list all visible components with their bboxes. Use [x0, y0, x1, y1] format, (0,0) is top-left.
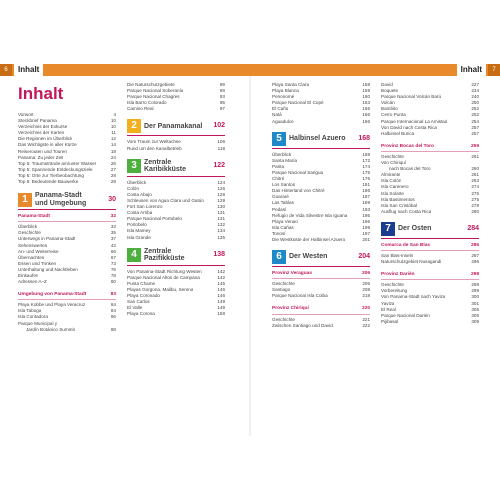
toc-entry-page: 234	[471, 88, 479, 94]
toc-entry-page: 160	[362, 94, 370, 100]
toc-title: Inhalt	[18, 84, 64, 103]
spacer	[272, 125, 370, 128]
toc-chapter-heading[interactable]	[18, 192, 116, 210]
left-running-title: Inhalt	[14, 64, 43, 76]
toc-entry-page: 299	[471, 288, 479, 294]
toc-entry-title: Parque Nacional Isla Coiba	[272, 293, 328, 299]
chapter-number-badge: 2	[127, 119, 141, 133]
toc-entry-page: 169	[362, 151, 370, 157]
toc-entry-page: 106	[217, 139, 225, 145]
toc-entry-page: 172	[362, 157, 370, 163]
toc-entry-page: 252	[471, 112, 479, 118]
toc-entry-page: 221	[362, 316, 370, 322]
toc-entry-page: 29	[110, 179, 116, 185]
toc-chapter-heading[interactable]	[272, 250, 370, 267]
toc-entry-title: Vorbereitung	[381, 288, 408, 294]
toc-entry-page: 309	[471, 318, 479, 324]
toc-entry-title: Guararé	[272, 194, 289, 200]
section-title: Provinz Chiriquí	[272, 306, 309, 312]
toc-entry-page: 10	[110, 124, 116, 130]
toc-entry-page: 187	[362, 194, 370, 200]
toc-entry-page: 275	[471, 190, 479, 196]
toc-entry-title: Isla Mamey	[127, 228, 151, 234]
toc-entry-page: 73	[110, 260, 116, 266]
toc-entry-title: Aguadulce	[272, 118, 294, 124]
toc-entry-title: David	[381, 82, 393, 87]
toc-chapter-heading[interactable]	[127, 119, 225, 136]
toc-entry-title: Santiago	[272, 287, 291, 293]
chapter-number-badge: 7	[381, 222, 395, 236]
toc-entry-title: Isla Solarte	[381, 190, 404, 196]
section-title: Comarca de San Blas	[381, 242, 431, 248]
toc-entry-title: Chitré	[272, 176, 285, 182]
book-spread	[0, 64, 500, 436]
toc-entry-page: 124	[217, 179, 225, 185]
toc-entry-page: 24	[110, 154, 116, 160]
toc-entry-title: Isla Contadora	[18, 314, 48, 320]
toc-entry-page: 76	[110, 266, 116, 272]
toc-entry-title: Parque Nacional El Copé	[272, 100, 324, 106]
toc-entry-title: Fort San Lorenzo	[127, 204, 163, 210]
toc-entry-page: 206	[362, 281, 370, 287]
toc-entry-page: 165	[362, 106, 370, 112]
toc-entry-title: Die Regionen im Überblick	[18, 136, 73, 142]
toc-entry-page: 18	[110, 148, 116, 154]
spacer	[272, 299, 370, 302]
toc-entry-page: 287	[471, 252, 479, 258]
chapter-page: 168	[358, 134, 370, 142]
toc-entry-page: 37	[110, 236, 116, 242]
toc-entry-title: Geschichte	[18, 230, 41, 236]
toc-entry-title: Einkaufen	[18, 272, 39, 278]
toc-entry-title: Parque Nacional Sarigua	[272, 169, 324, 175]
toc-entry-page: 296	[471, 259, 479, 265]
toc-entry-page: 222	[362, 322, 370, 328]
toc-entry-page: 263	[471, 178, 479, 184]
chapter-number-badge: 5	[272, 132, 286, 146]
toc-column-2	[127, 82, 225, 317]
chapter-title: Halbinsel Azuero	[289, 134, 346, 142]
toc-entry-page: 80	[110, 279, 116, 285]
toc-entry-page: 66	[110, 248, 116, 254]
toc-entry-page: 208	[362, 287, 370, 293]
spacer	[381, 265, 479, 268]
toc-entry-page: 95	[219, 100, 225, 106]
toc-entry-title: Costa Arriba	[127, 210, 153, 216]
toc-entry[interactable]	[127, 311, 225, 317]
toc-entry-title: Unterhaltung und Nachtleben	[18, 266, 78, 272]
chapter-title: Der Panamakanal	[144, 122, 203, 130]
toc-entry-page: 261	[471, 172, 479, 178]
toc-entry-page: 305	[471, 306, 479, 312]
toc-entry-title: El Caño	[272, 106, 289, 112]
toc-column-4	[381, 82, 479, 325]
toc-chapter-heading[interactable]	[127, 248, 225, 266]
left-header-bar	[0, 64, 250, 76]
toc-entry-page: 174	[362, 163, 370, 169]
toc-entry-page: 149	[217, 299, 225, 305]
toc-entry-title: Vom Traum zur Weltachse	[127, 139, 181, 145]
toc-entry-page: 12	[110, 136, 116, 142]
toc-entry-page: 201	[362, 236, 370, 242]
chapter-title: Zentrale Karibikküste	[144, 158, 187, 174]
toc-entry-title: Isla Cañas	[272, 224, 294, 230]
toc-entry-title: Geschichte	[381, 282, 404, 288]
toc-entry-page: 145	[217, 280, 225, 286]
toc-entry-page: 195	[362, 212, 370, 218]
section-title: Provinz Darién	[381, 272, 415, 278]
toc-entry-page: 26	[110, 160, 116, 166]
toc-entry-title: Die Westküste der Halbinsel Azuero	[272, 236, 346, 242]
toc-entry-page: 131	[217, 210, 225, 216]
toc-entry[interactable]	[18, 327, 116, 333]
toc-entry-title: Geschichte	[272, 281, 295, 287]
toc-entry-title: Playa Corona	[127, 311, 155, 317]
toc-entry-page: 67	[110, 254, 116, 260]
toc-entry-title: An- und Weiterreise	[18, 248, 59, 254]
toc-entry-page: 142	[217, 268, 225, 274]
toc-entry-title: Von Chiriquí	[381, 160, 407, 166]
toc-entry-page: 129	[217, 197, 225, 203]
spacer	[127, 241, 225, 244]
toc-entry-title: Panama: Zu jeder Zeit	[18, 154, 64, 160]
toc-entry-title: Playas Gorgona, Malibu, Serena	[127, 286, 194, 292]
toc-entry-title: Isla Carenero	[381, 184, 409, 190]
toc-entry-title: Isla Barro Colorado	[127, 100, 167, 106]
right-running-title: Inhalt	[457, 64, 486, 76]
spacer	[381, 215, 479, 218]
toc-entry-page: 176	[362, 176, 370, 182]
toc-entry-page: 250	[471, 100, 479, 106]
section-title: Provinz Bocas del Toro	[381, 143, 434, 149]
toc-entry-title: Von Panama-Stadt Richtung Westen	[127, 268, 202, 274]
toc-entry-title: Punta Chame	[127, 280, 156, 286]
toc-entry-title: Playa Santa Clara	[272, 82, 310, 87]
toc-entry-page: 301	[471, 300, 479, 306]
toc-entry-title: Natá	[272, 112, 282, 118]
toc-entry-title: El Valle	[127, 305, 143, 311]
toc-entry-title: Von Panama-Stadt nach Yaviza	[381, 294, 446, 300]
toc-entry-page: 84	[110, 308, 116, 314]
spacer	[381, 137, 479, 140]
toc-entry-page: 93	[219, 94, 225, 100]
toc-entry-title: Bambito	[381, 106, 398, 112]
toc-entry-title: Las Tablas	[272, 200, 294, 206]
spacer	[18, 185, 116, 188]
toc-entry-title: Sehenswertes	[18, 242, 48, 248]
toc-entry-page: 163	[362, 100, 370, 106]
toc-entry-title: Das Wichtigste in aller Kürze	[18, 142, 77, 148]
toc-entry-page: 97	[219, 106, 225, 112]
toc-entry-page: 261	[471, 153, 479, 159]
toc-entry-page: 42	[110, 242, 116, 248]
toc-entry-title: Halbinsel Burica	[381, 130, 415, 136]
chapter-title: Zentrale Pazifikküste	[144, 247, 185, 263]
toc-entry-page: 257	[471, 130, 479, 136]
toc-entry-title: Rund um den Kanalbetrieb	[127, 145, 182, 151]
toc-entry-title: Playa Coronado	[127, 292, 160, 298]
toc-section-heading[interactable]	[381, 243, 479, 251]
toc-entry-title: Isla Grande	[127, 234, 151, 240]
chapter-page: 204	[358, 253, 370, 261]
section-title: Provinz Veraguas	[272, 271, 312, 277]
toc-entry-title: Costa Abajo	[127, 191, 152, 197]
toc-section-heading[interactable]	[381, 272, 479, 280]
toc-section-heading[interactable]	[272, 271, 370, 279]
toc-entry-title: Volcán	[381, 100, 395, 106]
right-page-number: 7	[488, 64, 500, 76]
toc-entry-page: 132	[217, 222, 225, 228]
toc-entry-page: 89	[219, 82, 225, 87]
toc-entry-title: Die Naturschutzgebiete	[127, 82, 175, 87]
toc-entry-title: Portobelo	[127, 222, 147, 228]
toc-entry-title: Boquete	[381, 88, 399, 94]
chapter-number-badge: 6	[272, 250, 286, 264]
toc-entry-title: Cerro Punta	[381, 112, 406, 118]
toc-entry-title: Top 5: Spannende Entdeckungsziele	[18, 166, 93, 172]
toc-entry-page: 159	[362, 88, 370, 94]
toc-entry-title: Das Hinterland von Chitré	[272, 188, 325, 194]
section-page: 83	[110, 292, 116, 298]
toc-entry-page: 186	[362, 188, 370, 194]
toc-entry-title: Verzeichnis der Exkurse	[18, 124, 68, 130]
chapter-number-badge: 4	[127, 248, 141, 262]
toc-entry-title: Pedasí	[272, 206, 287, 212]
toc-entry-page: 252	[471, 106, 479, 112]
chapter-page: 284	[467, 224, 479, 232]
toc-entry-title: Essen und Trinken	[18, 260, 57, 266]
toc-entry-page: 275	[471, 196, 479, 202]
toc-entry-page: 196	[362, 218, 370, 224]
toc-entry-title: Jardín Botánico Summit	[26, 326, 75, 332]
toc-entry-page: 11	[111, 130, 116, 136]
toc-entry-page: 88	[110, 326, 116, 332]
toc-entry-page: 280	[471, 208, 479, 214]
toc-entry-title: Adressen A–Z	[18, 279, 47, 285]
toc-section-heading[interactable]	[381, 144, 479, 152]
section-title: Umgebung von Panama-Stadt	[18, 292, 87, 298]
toc-entry-title: Isla Colón	[381, 178, 402, 184]
toc-entry-page: 27	[110, 166, 116, 172]
toc-entry-title: Parque Nacional Soberanía	[127, 88, 184, 94]
toc-entry-page: 10	[110, 118, 116, 124]
toc-entry-page: 158	[217, 311, 225, 317]
toc-entry-title: Colón	[127, 185, 140, 191]
chapter-number-badge: 3	[127, 159, 141, 173]
toc-section-heading[interactable]	[18, 214, 116, 222]
toc-entry-page: 84	[110, 302, 116, 308]
toc-entry-title: Top 5: Bedeutende Bauwerke	[18, 179, 79, 185]
toc-entry-title: Camino Real	[127, 106, 154, 112]
toc-entry-title: Steckbrief Panama	[18, 118, 57, 124]
toc-entry-title: Parque Internacional La Amistad	[381, 118, 448, 124]
toc-entry-title: Parque Nacional Volcán Barú	[381, 94, 442, 100]
toc-entry-page: 254	[471, 118, 479, 124]
toc-entry-page: 142	[217, 274, 225, 280]
right-header-bar	[250, 64, 500, 76]
toc-entry-title: Playa Kobbe und Playa Veracruz	[18, 302, 86, 308]
page-gutter	[249, 76, 251, 436]
toc-entry-title: Parque Municipal y	[18, 320, 58, 326]
section-page: 32	[110, 214, 116, 220]
toc-section-heading[interactable]	[18, 292, 116, 300]
toc-entry[interactable]	[381, 319, 479, 325]
chapter-title: Der Osten	[398, 225, 432, 233]
toc-entry-title: Überblick	[127, 179, 147, 185]
toc-entry-page: 129	[217, 191, 225, 197]
toc-entry-page: 257	[471, 124, 479, 130]
toc-entry-page: 126	[217, 185, 225, 191]
spacer	[127, 152, 225, 155]
toc-entry-title: Parque Nacional Chagres	[127, 94, 180, 100]
toc-entry-title: Almirante	[381, 172, 401, 178]
toc-entry-page: 298	[471, 282, 479, 288]
toc-entry-title: Geschichte	[381, 153, 404, 159]
toc-entry-page: 28	[110, 172, 116, 178]
chapter-page: 102	[213, 122, 225, 130]
left-page-number: 6	[0, 64, 12, 76]
toc-entry-page: 278	[471, 202, 479, 208]
toc-entry-page: 4	[113, 112, 116, 117]
toc-chapter-heading[interactable]	[127, 159, 225, 177]
toc-entry-title: Reiserouten und Touren	[18, 148, 67, 154]
toc-chapter-heading[interactable]	[381, 222, 479, 239]
toc-entry-page: 300	[471, 294, 479, 300]
toc-section-heading[interactable]	[272, 306, 370, 314]
section-page: 206	[361, 271, 370, 277]
toc-entry-title: Schleusen von Agua Clara und Gatún	[127, 197, 204, 203]
toc-entry-page: 146	[217, 292, 225, 298]
toc-entry-title: Parque Nacional Portobelo	[127, 216, 182, 222]
toc-entry-title: Unterwegs in Panama-Stadt	[18, 236, 76, 242]
toc-entry-title: Geschichte	[272, 316, 295, 322]
toc-entry-page: 260	[471, 166, 479, 172]
toc-entry-page: 131	[217, 216, 225, 222]
chapter-number-badge: 1	[18, 193, 32, 207]
spacer	[127, 112, 225, 115]
toc-entry-title: Überblick	[18, 224, 38, 230]
toc-entry-page: 135	[217, 234, 225, 240]
toc-entry-title: Isla Bastimentos	[381, 196, 415, 202]
toc-entry-title: Top 5: Orte zur Tierbeobachtung	[18, 172, 84, 178]
toc-entry-page: 189	[362, 200, 370, 206]
toc-entry-page: 14	[110, 142, 116, 148]
toc-entry-title: San Blas-Inseln	[381, 252, 414, 258]
toc-entry-title: Playa Blanca	[272, 88, 299, 94]
section-page: 298	[470, 272, 479, 278]
toc-entry-page: 78	[110, 272, 116, 278]
toc-entry-page: 86	[110, 314, 116, 320]
toc-entry-title: Yaviza	[381, 300, 395, 306]
toc-entry-title: Von David nach Costa Rica	[381, 124, 437, 130]
toc-entry-title: Pijibasal	[381, 318, 399, 324]
chapter-page: 122	[213, 162, 225, 170]
toc-entry-page: 158	[362, 82, 370, 87]
toc-column-3	[272, 82, 370, 329]
section-page: 286	[470, 242, 479, 248]
toc-entry-page: 130	[217, 204, 225, 210]
toc-entry-title: Top 5: Traumstrände am/unter Wasser	[18, 160, 97, 166]
toc-entry[interactable]	[272, 323, 370, 329]
toc-entry-title: Tonosí	[272, 230, 286, 236]
toc-entry-page: 166	[362, 112, 370, 118]
toc-entry-title: Santa María	[272, 157, 298, 163]
toc-entry-page: 240	[471, 94, 479, 100]
toc-entry-title: Naturschutzgebiet Nusagandi	[381, 259, 442, 265]
spacer	[272, 243, 370, 246]
toc-entry-page: 33	[110, 224, 116, 230]
toc-entry-page: 118	[217, 145, 225, 151]
chapter-title: Panama-Stadt und Umgebung	[35, 192, 87, 207]
toc-entry-page: 35	[110, 230, 116, 236]
toc-entry-title: Parita	[272, 163, 285, 169]
toc-entry-title: Ausflug nach Costa Rica	[381, 208, 432, 214]
toc-entry-title: Überblick	[272, 151, 292, 157]
toc-entry-page: 274	[471, 184, 479, 190]
toc-entry-title: El Real	[381, 306, 396, 312]
toc-entry-page: 199	[362, 224, 370, 230]
toc-entry-title: Verzeichnis der Karten	[18, 130, 65, 136]
section-page: 220	[361, 306, 370, 312]
toc-entry-title: Isla San Cristóbal	[381, 202, 418, 208]
toc-entry-title: Vorwort	[18, 112, 34, 117]
toc-entry-title: Parque Nacional Altos de Campana	[127, 274, 200, 280]
toc-entry-title: Zwischen Santiago und David	[272, 322, 333, 328]
toc-entry-title: Übernachten	[18, 254, 45, 260]
toc-entry-page: 149	[217, 305, 225, 311]
toc-entry-title: Isla Taboga	[18, 308, 42, 314]
toc-entry-page: 181	[362, 182, 370, 188]
toc-entry-page: 197	[362, 230, 370, 236]
toc-entry-title: Playa Venao	[272, 218, 298, 224]
toc-entry-page: 218	[362, 293, 370, 299]
toc-entry-title: Parque Nacional Darién	[381, 312, 430, 318]
toc-entry-title: nach Bocas del Toro	[389, 166, 431, 172]
toc-chapter-heading[interactable]	[272, 132, 370, 149]
toc-entry-title: Refugio de Vida Silvestre Isla Iguana	[272, 212, 348, 218]
toc-column-1	[18, 82, 116, 333]
toc-entry-page: 175	[362, 169, 370, 175]
toc-entry-title: San Carlos	[127, 299, 150, 305]
toc-entry-page: 89	[219, 88, 225, 94]
toc-entry-page: 134	[217, 228, 225, 234]
spacer	[18, 285, 116, 288]
toc-entry-title: Penonomé	[272, 94, 295, 100]
section-title: Panama-Stadt	[18, 214, 50, 220]
toc-entry-page: 306	[471, 312, 479, 318]
chapter-page: 138	[213, 251, 225, 259]
toc-entry-page: 166	[362, 118, 370, 124]
toc-entry-page: 146	[217, 286, 225, 292]
section-page: 259	[470, 143, 479, 149]
toc-entry-title: Los Santos	[272, 182, 295, 188]
toc-entry-page: 193	[362, 206, 370, 212]
chapter-title: Der Westen	[289, 253, 328, 261]
chapter-page: 30	[108, 195, 116, 203]
toc-entry-page: 227	[471, 82, 479, 87]
